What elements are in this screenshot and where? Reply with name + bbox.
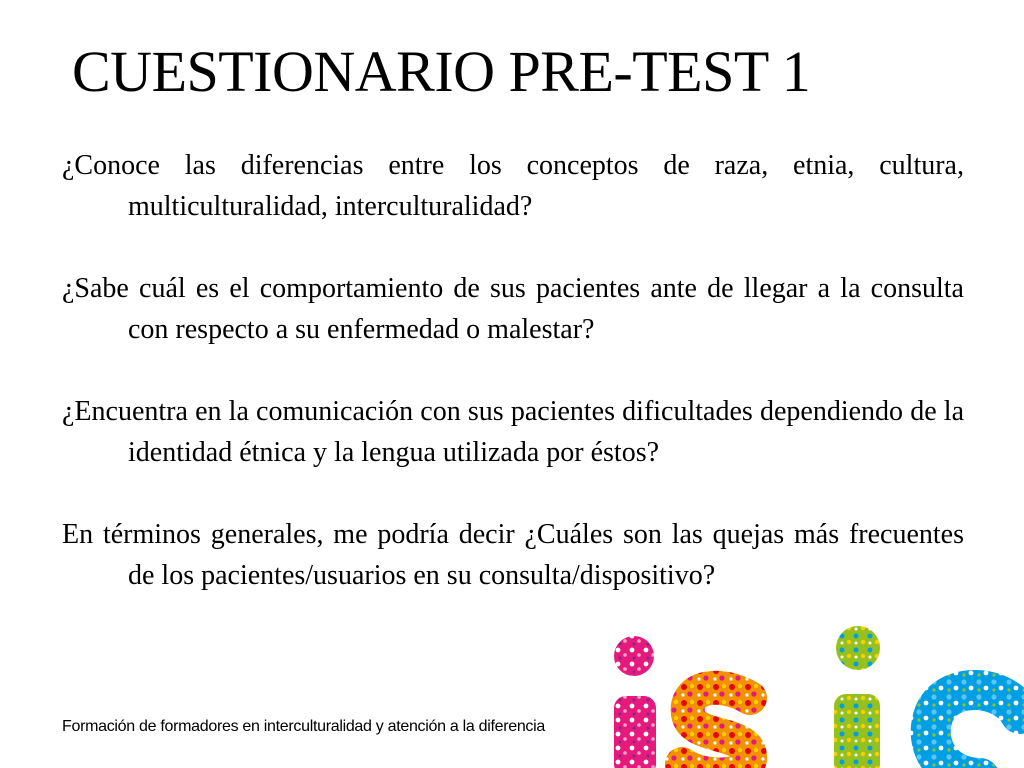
colorful-dotted-logo: [600, 618, 1024, 768]
question-list: [62, 145, 964, 596]
question-item: ¿Conoce las diferencias entre los conceptos de raza, etnia, cultura, multiculturalidad, interculturalidad?: [62, 150, 964, 222]
slide-title: CUESTIONARIO PRE-TEST 1: [72, 39, 811, 104]
logo-stem: [614, 696, 656, 768]
logo-stem: [834, 694, 880, 768]
footer-caption: Formación de formadores en interculturalidad y atención a la diferencia: [62, 718, 545, 735]
question-item: En términos generales, me podría decir ¿Cuáles son las quejas más frecuentes de los pacientes/usuarios en su consulta/dispositivo?: [62, 519, 964, 591]
question-item: ¿Sabe cuál es el comportamiento de sus pacientes ante de llegar a la consulta con respecto a su enfermedad o malestar?: [62, 273, 964, 345]
logo-s: [682, 688, 750, 768]
logo-dot: [614, 636, 654, 676]
logo-c: [931, 690, 1020, 768]
question-item: ¿Encuentra en la comunicación con sus pacientes dificultades dependiendo de la identidad étnica y la lengua utilizada por éstos?: [62, 396, 964, 468]
logo-dot: [836, 626, 880, 670]
